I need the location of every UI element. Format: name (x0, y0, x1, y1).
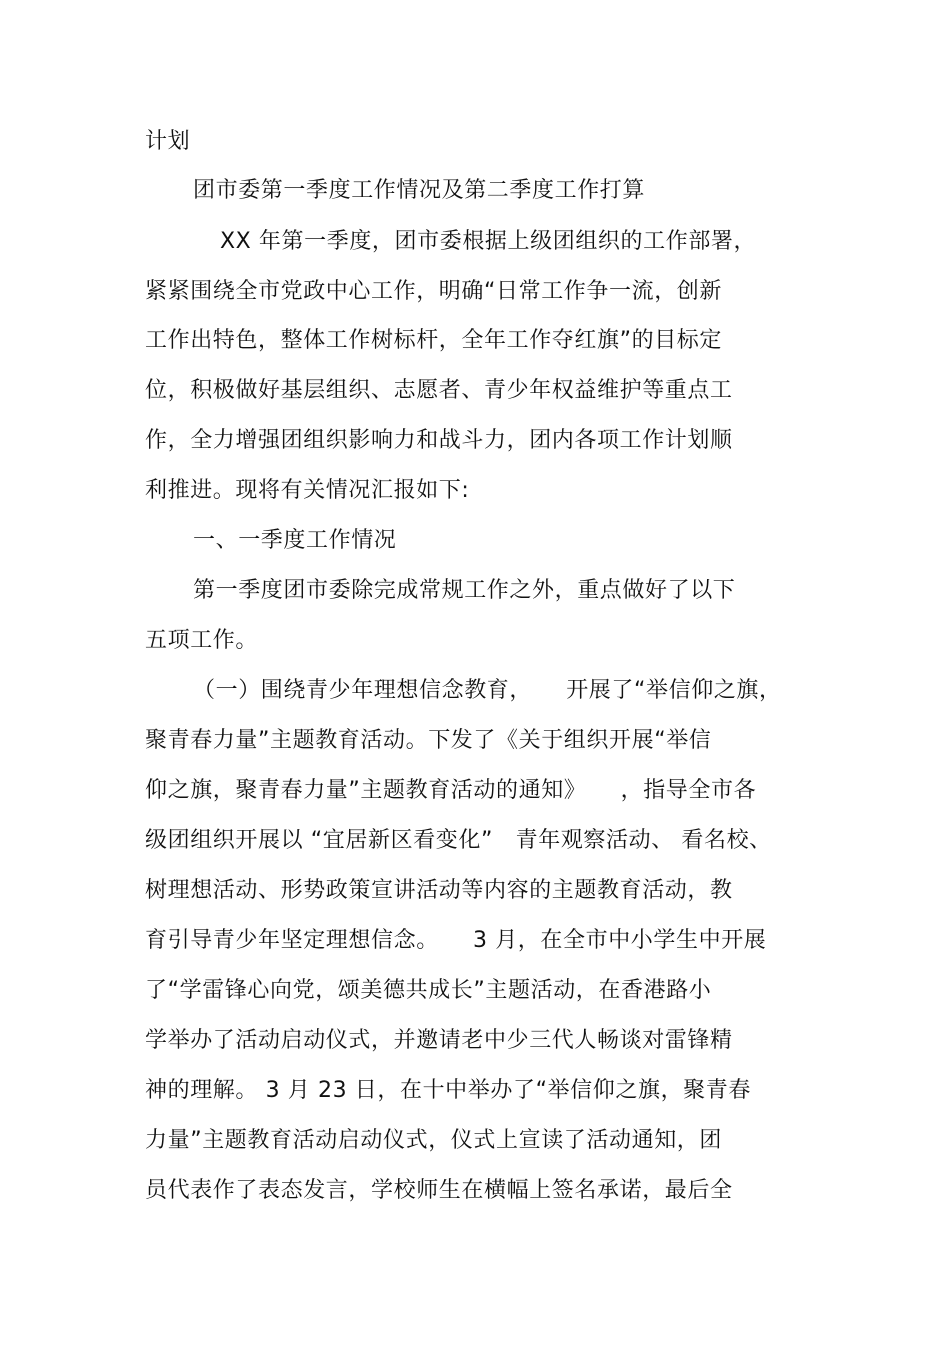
paragraph-line: 神的理解。 3 月 23 日，在十中举办了“举信仰之旗，聚青春 (145, 1078, 751, 1103)
paragraph-line: 仰之旗，聚青春力量”主题教育活动的通知》 ，指导全市各 (145, 778, 757, 803)
paragraph-line: 利推进。现将有关情况汇报如下: (145, 478, 470, 503)
paragraph-line: 级团组织开展以 “宜居新区看变化” 青年观察活动、 看名校、 (145, 828, 772, 853)
paragraph-line: 第一季度团市委除完成常规工作之外，重点做好了以下 (193, 578, 736, 603)
paragraph-line: 位，积极做好基层组织、志愿者、青少年权益维护等重点工 (145, 378, 733, 403)
paragraph-line: 五项工作。 (145, 628, 259, 653)
paragraph-line: 学举办了活动启动仪式，并邀请老中少三代人畅谈对雷锋精 (145, 1028, 733, 1053)
paragraph-line: 员代表作了表态发言，学校师生在横幅上签名承诺，最后全 (145, 1178, 733, 1203)
section-heading: 一、一季度工作情况 (193, 528, 397, 553)
paragraph-line: 聚青春力量”主题教育活动。下发了《关于组织开展“举信 (145, 728, 712, 753)
document-heading: 计划 (145, 129, 191, 154)
paragraph-line: 紧紧围绕全市党政中心工作，明确“日常工作争一流，创新 (145, 279, 722, 304)
paragraph-line: 树理想活动、形势政策宣讲活动等内容的主题教育活动，教 (145, 878, 733, 903)
paragraph-line: 工作出特色，整体工作树标杆，全年工作夺红旗”的目标定 (145, 328, 722, 353)
paragraph-line: 育引导青少年坚定理想信念。 3 月，在全市中小学生中开展 (145, 928, 767, 953)
paragraph-line: 力量”主题教育活动启动仪式，仪式上宣读了活动通知，团 (145, 1128, 722, 1153)
document-title: 团市委第一季度工作情况及第二季度工作打算 (193, 178, 646, 203)
paragraph-line: XX 年第一季度，团市委根据上级团组织的工作部署， (220, 229, 757, 254)
paragraph-line: （一）围绕青少年理想信念教育， 开展了“举信仰之旗， (193, 678, 782, 703)
paragraph-line: 了“学雷锋心向党，颂美德共成长”主题活动，在香港路小 (145, 978, 712, 1003)
paragraph-line: 作，全力增强团组织影响力和战斗力，团内各项工作计划顺 (145, 428, 733, 453)
